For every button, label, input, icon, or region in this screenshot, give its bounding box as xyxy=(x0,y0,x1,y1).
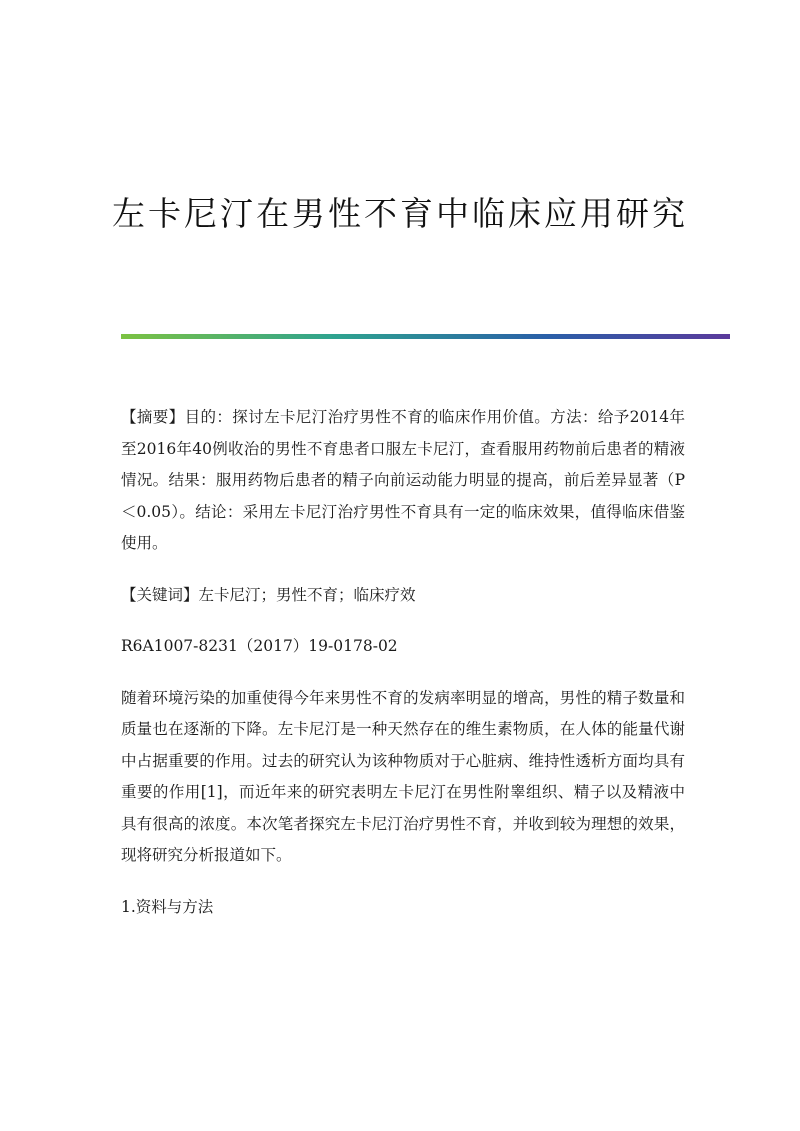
paper-body xyxy=(121,402,685,943)
classification-code: R6A1007-8231（2017）19-0178-02 xyxy=(121,637,398,655)
title-divider xyxy=(121,334,730,339)
abstract-paragraph xyxy=(121,402,685,560)
keywords-text: 左卡尼汀；男性不育；临床疗效 xyxy=(198,585,416,604)
paper-title: 左卡尼汀在男性不育中临床应用研究 xyxy=(112,194,688,233)
keywords-line xyxy=(121,580,685,612)
keywords-label: 【关键词】 xyxy=(121,585,199,604)
abstract-text: 目的：探讨左卡尼汀治疗男性不育的临床作用价值。方法：给予2014年至2016年40例收治的男性不育患者口服左卡尼汀，查看服用药物前后患者的精液情况。结果：服用药物后患者的精子向前运动能力明显的提高，前后差异显著（P＜0.05）。结论：采用左卡尼汀治疗男性不育具有一定的临床效果，值得临床借鉴使用。 xyxy=(121,408,685,552)
intro-paragraph: 随着环境污染的加重使得今年来男性不育的发病率明显的增高，男性的精子数量和质量也在逐渐的下降。左卡尼汀是一种天然存在的维生素物质，在人体的能量代谢中占据重要的作用。过去的研究认为该种物质对于心脏病、维持性透析方面均具有重要的作用[1]，而近年来的研究表明左卡尼汀在男性附睾组织、精子以及精液中具有很高的浓度。本次笔者探究左卡尼汀治疗男性不育，并收到较为理想的效果，现将研究分析报道如下。 xyxy=(121,688,685,864)
section-heading: 1.资料与方法 xyxy=(121,897,214,916)
abstract-label: 【摘要】 xyxy=(121,408,185,426)
